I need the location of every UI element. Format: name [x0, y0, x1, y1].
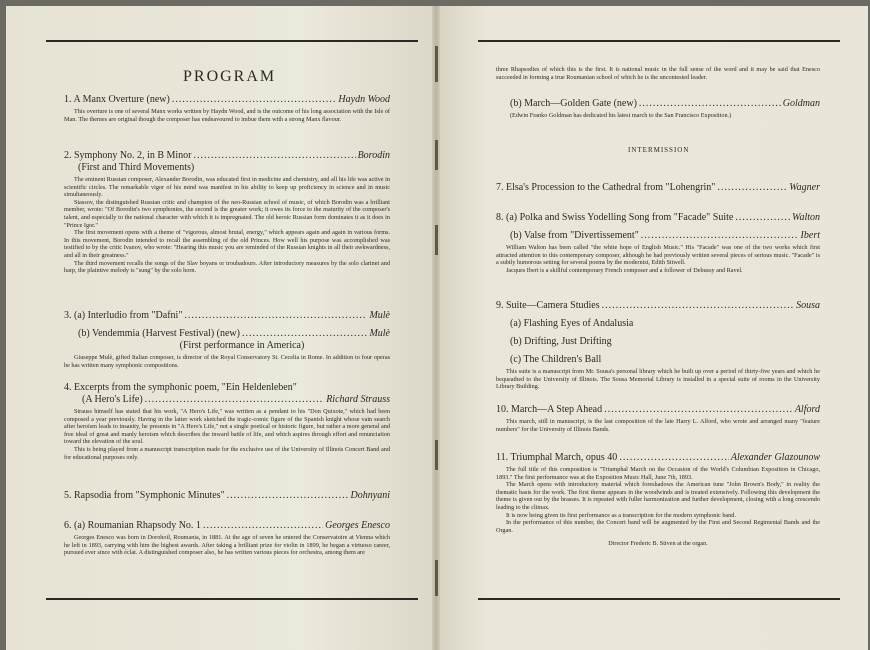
program-entry-4 — [64, 382, 390, 461]
bottom-rule-right — [478, 598, 840, 600]
intermission-label: INTERMISSION — [628, 146, 690, 154]
program-entry-6b — [510, 98, 820, 120]
entry-title: (b) Valse from "Divertissement" — [510, 230, 639, 241]
top-rule-left — [46, 40, 418, 42]
composer: Borodin — [357, 150, 390, 161]
page-title: PROGRAM — [183, 68, 277, 85]
entry-title: 10. March—A Step Ahead — [496, 404, 603, 415]
composer: Georges Enesco — [325, 520, 390, 531]
program-entry-11 — [496, 452, 820, 550]
top-rule-right — [478, 40, 840, 42]
composer: Dohnyani — [350, 490, 390, 501]
entry-title: 5. Rapsodia from "Symphonic Minutes" — [64, 490, 225, 501]
entry-title: 1. A Manx Overture (new) — [64, 94, 170, 105]
program-entry-8 — [496, 212, 820, 274]
composer: Richard Strauss — [326, 394, 390, 405]
entry-title: (b) March—Golden Gate (new) — [510, 98, 637, 109]
suite-part: (b) Drifting, Just Drifting — [510, 336, 612, 347]
entry-title: 4. Excerpts from the symphonic poem, "Ein Heldenleben" — [64, 382, 297, 393]
program-entry-5 — [64, 490, 390, 502]
entry-subtitle: (First and Third Movements) — [78, 162, 195, 173]
composer: Alexander Glazounow — [730, 452, 820, 463]
program-entry-9 — [496, 300, 820, 391]
binding-stitch — [435, 225, 438, 255]
composer: Walton — [792, 212, 820, 223]
entry-title-cont: (A Hero's Life) — [82, 394, 143, 405]
program-entry-3 — [64, 310, 390, 369]
organ-credit: Director Frederic B. Stiven at the organ. — [608, 540, 708, 548]
program-entry-7 — [496, 182, 820, 194]
entry-note: Giuseppe Mulè, gifted Italian composer, is director of the Royal Conservatory St. Cecelia in Rome. In addition to four operas he has written many symphonic compositions. — [64, 354, 390, 369]
suite-part: (c) The Children's Ball — [510, 354, 602, 365]
entry-note: This suite is a manuscript from Mr. Sousa's personal library which he built up over a period of thirty-five years and which he bequeathed to the University of Illinois. The Sousa Memorial Library is installed in a special suite of rooms in the University Library Building. — [496, 368, 820, 391]
program-entry-2 — [64, 150, 390, 275]
program-entry-1 — [64, 94, 390, 123]
entry-title: (b) Vendemmia (Harvest Festival) (new) — [78, 328, 240, 339]
entry-title: 7. Elsa's Procession to the Cathedral from "Lohengrin" — [496, 182, 716, 193]
suite-part: (a) Flashing Eyes of Andalusia — [510, 318, 634, 329]
entry-note: Georges Enesco was born in Dorohoil, Roumania, in 1881. At the age of seven he entered the Conservatoire at Vienna which he left in 1893, carrying with him the highest awards. After taking a brilliant prize for violin in 1899, he began a virtuoso career, pursued ever since with éclat. A distinguished composer also, he has written various pieces for orchestra, among them are — [64, 534, 390, 557]
continued-note: three Rhapsodies of which this is the first. It is national music in the full sense of the word and it may be said that Enesco succeeded in forming a true Roumanian school of which he is the uncontested leader. — [496, 66, 820, 81]
entry-subtitle: (First performance in America) — [179, 340, 305, 351]
composer: Haydn Wood — [338, 94, 390, 105]
entry-title: 9. Suite—Camera Studies — [496, 300, 600, 311]
entry-note: William Walton has been called "the white hope of English Music." His "Facade" was one of the two works which first attracted attention to this contemporary composer, although he had previously written several pieces of serious music. "Facade" is a subtly humorous setting for several poems by the modernist, Edith Sitwell. Jacques Ibert is a skillful contemporary French composer and a follower of Debussy and Ravel. — [496, 244, 820, 274]
binding-stitch — [435, 560, 438, 596]
entry-note: Strauss himself has stated that his work, "A Hero's Life," was written as a pendant to his "Don Quixote," which had been composed a year previously. Having in the latter work sketched the tragic-comic figure of the Spanish knight whose vain search after heroism leads to insanity, he presents in "A Hero's Life," not a single poetical or historic figure, but rather a more general and free ideal of great and manly heroism which describes the inward battle of life, and which aspires through effort and renunciation toward the elevation of the soul. This is being played from a manuscript transcription made for the exclusive use of the University of Illinois Concert Band and for educational purposes only. — [64, 408, 390, 461]
composer: Alford — [794, 404, 820, 415]
entry-note: The eminent Russian composer, Alexander Borodin, was educated first in medicine and chemistry, and all his life was active in scientific circles. The remarkable vigor of his mind was manifest in his ability to keep up proficiency in science and in music simultaneously. Stassov, the distinguished Russian critic and champion of the neo-Russian school of music, of which Borodin was a brilliant member, wrote: "Of Borodin's two symphonies, the second is the greater work; it owes its force to the maturity of the composer's talent, and especially to the national character with which it is impregnated. The old heroic Russian form dominates it as it does in "Prince Igor." The first movement opens with a theme of "vigorous, almost brutal, energy," which appears again and again in various forms. In this movement, Borodin intended to recall the assembling of the old Princes. How well his purpose was accomplished was testified to by the critic Ivanov, who wrote: "Hearing this music you are reminded of the Russian knights in all their awkwardness, and all in their greatness." The third movement recalls the songs of the Slav boyans or troubadours. After introductory measures by the solo clarinet and harp, the plaintive melody is "sung" by the solo horn. — [64, 176, 390, 275]
entry-note: (Edwin Franko Goldman has dedicated his latest march to the San Francisco Exposition.) — [510, 112, 732, 119]
binding-stitch — [435, 440, 438, 470]
book-gutter — [432, 6, 440, 650]
entry-note: This march, still in manuscript, is the last composition of the late Harry L. Alford, who wrote and arranged many "feature numbers" for the University of Illinois Bands. — [496, 418, 820, 433]
composer: Sousa — [796, 300, 820, 311]
entry-title: 8. (a) Polka and Swiss Yodelling Song from "Facade" Suite — [496, 212, 734, 223]
binding-stitch — [435, 140, 438, 170]
binding-stitch — [435, 46, 438, 82]
bottom-rule-left — [46, 598, 418, 600]
program-entry-10 — [496, 404, 820, 433]
program-entry-6 — [64, 520, 390, 557]
composer: Goldman — [782, 98, 820, 109]
composer: Wagner — [789, 182, 820, 193]
composer: Mulè — [369, 328, 390, 339]
entry-title: 2. Symphony No. 2, in B Minor — [64, 150, 192, 161]
entry-title: 6. (a) Roumanian Rhapsody No. 1 — [64, 520, 201, 531]
entry-note: The full title of this composition is "Triumphal March on the Occasion of the World's Columbian Exposition in Chicago, 1893." The first performance was at the Exposition Music Hall, June 7th, 1893. The March opens with introductory material which foreshadows the American tune "John Brown's Body," in reality the thematic basis for the work. The first theme appears in the woodwinds and is treated extensively. Following this development the theme is given out by the brasses. It is repeated with fuller harmonization and further development, closing with a long crescendo leading to the climax. It is now being given its first performance as a transcription for the modern symphonic band. In the performance of this number, the Concert band will be augmented by the First and Second Regimental Bands and the Organ. — [496, 466, 820, 534]
composer: Mulè — [369, 310, 390, 321]
entry-title: 11. Triumphal March, opus 40 — [496, 452, 618, 463]
composer: Ibert — [800, 230, 820, 241]
entry-note: This overture is one of several Manx works written by Haydn Wood, and is the outcome of his long association with the Isle of Man. The themes are original though the composer has endeavoured to imbue them with a strong Manx flavour. — [64, 108, 390, 123]
entry-title: 3. (a) Interludio from "Dafni" — [64, 310, 183, 321]
